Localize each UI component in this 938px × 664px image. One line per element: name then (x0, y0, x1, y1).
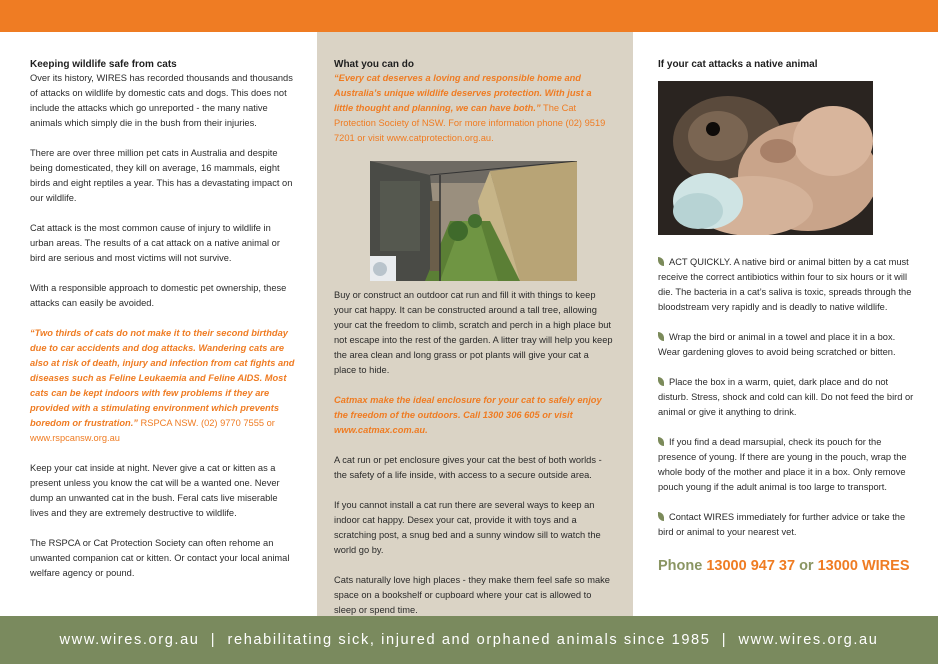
column-if-cat-attacks (633, 32, 938, 616)
cat-run-photo (370, 161, 577, 281)
phone-number-2[interactable]: 13000 WIRES (817, 558, 910, 574)
instruction-place-box (658, 375, 916, 420)
paragraph: A cat run or pet enclosure gives your cat the best of both worlds - the safety of a life inside, with access to a secure outside area. (334, 455, 602, 480)
instruction-text: . A native bird or animal bitten by a cat must receive the correct antibiotics within four to six hours or it will die. The bacteria in a cat’s saliva is toxic, spreads through the bloodstream very rapidly and is deadly to native wildlife. (658, 257, 912, 312)
top-orange-bar (0, 0, 938, 32)
instruction-contact (658, 510, 916, 540)
column-keeping-wildlife-safe (0, 32, 317, 616)
instruction-check-pouch (658, 435, 916, 495)
phone-line (658, 558, 916, 574)
leaf-bullet-icon (658, 437, 664, 446)
paragraph: If you cannot install a cat run there are several ways to keep an indoor cat happy. Desex your cat, provide it with toys and a scratching post, a snug bed and a sunny window sill to watch the world go by. (334, 500, 601, 555)
leaf-bullet-icon (658, 377, 664, 386)
paragraph: Cat attack is the most common cause of injury to wildlife in urban areas. The results of a cat attack on a native animal or bird are serious and most victims will not survive. (30, 223, 280, 263)
quote-source: RSPCA NSW. (02) 9770 7555 or www.rspcansw.org.au (30, 418, 275, 443)
paragraph: Over its history, WIRES has recorded thousands and thousands of attacks on wildlife by domestic cats and dogs. This does not include the attacks which go unreported - the many native animals which simply die in the bush from their injuries. (30, 73, 293, 128)
phone-or: or (795, 558, 818, 574)
cat-protection-quote (334, 71, 613, 146)
rspca-quote (30, 326, 295, 446)
instruction-text: Place the box in a warm, quiet, dark place and do not disturb. Stress, shock and cold can kill. Do not feed the bird or animal or give it anything to drink. (658, 377, 914, 417)
leaf-bullet-icon (658, 512, 664, 521)
section-heading: If your cat attacks a native animal (658, 59, 818, 70)
act-quickly-label: ACT QUICKLY (669, 257, 729, 267)
quote-text: “Two thirds of cats do not make it to their second birthday due to car accidents and dog attacks. Wandering cats are also at risk of death, injury and infection from cat fights and diseases such as Feline Leukaemia and Feline AIDS. Most cats can be kept indoors with few problems if they are provided with a stimulating environment which prevents boredom or frustration.” (30, 328, 295, 428)
leaf-bullet-icon (658, 332, 664, 341)
catmax-note: Catmax make the ideal enclosure for your cat to safely enjoy the freedom of the outdoors. Call 1300 306 605 or visit www.catmax.com.au. (334, 395, 602, 435)
instruction-text: Contact WIRES immediately for further advice or take the bird or animal to your nearest vet. (658, 512, 906, 537)
instruction-act-quickly (658, 255, 916, 315)
section-heading: What you can do (334, 59, 414, 70)
paragraph: Keep your cat inside at night. Never give a cat or kitten as a present unless you know the cat will be a wanted one. Never dump an unwanted cat in the bush. Feral cats live miserable lives and they are extremely destructive to wildlife. (30, 463, 280, 518)
section-heading: Keeping wildlife safe from cats (30, 59, 177, 70)
paragraph: The RSPCA or Cat Protection Society can often rehome an unwanted companion cat or kitten. Or contact your local animal welfare agency or pound. (30, 538, 290, 578)
footer-text: www.wires.org.au | rehabilitating sick, injured and orphaned animals since 1985 | www.wires.org.au (59, 632, 879, 648)
paragraph: Cats naturally love high places - they make them feel safe so make space on a bookshelf or cupboard where your cat is allowed to sleep or spend time. (334, 575, 610, 615)
paragraph: With a responsible approach to domestic pet ownership, these attacks can easily be avoided. (30, 283, 287, 308)
column-what-you-can-do (317, 32, 633, 616)
injured-animal-photo (658, 81, 873, 235)
quote-text: “Every cat deserves a loving and responsible home and Australia’s unique wildlife deserves protection. With just a little thought and planning, we can have both.” (334, 73, 592, 113)
leaf-bullet-icon (658, 257, 664, 266)
phone-number-1[interactable]: 13000 947 37 (706, 558, 796, 574)
instruction-text: If you find a dead marsupial, check its pouch for the presence of young. If there are young in the pouch, wrap the whole body of the mother and place it in a box. Only remove pouch young if the adult animal is too large to transport. (658, 437, 907, 492)
footer-bar (0, 616, 938, 664)
instruction-text: Wrap the bird or animal in a towel and place it in a box. Wear gardening gloves to avoid being scratched or bitten. (658, 332, 896, 357)
paragraph: There are over three million pet cats in Australia and despite being domesticated, they kill on average, 16 mammals, eight birds and eight reptiles a year. This has a devastating impact on our wildlife. (30, 148, 293, 203)
phone-label: Phone (658, 558, 707, 574)
quote-source: The Cat Protection Society of NSW. For more information phone (02) 9519 7201 or visit www.catprotection.org.au. (334, 103, 606, 143)
paragraph: Buy or construct an outdoor cat run and fill it with things to keep your cat happy. It can be constructed around a tall tree, allowing your cat the freedom to climb, scratch and perch in a high place but not escape into the rest of the garden. A litter tray will help you keep the area clean and long grass or pot plants will give your cat a place to hide. (334, 290, 613, 375)
instruction-wrap (658, 330, 916, 360)
